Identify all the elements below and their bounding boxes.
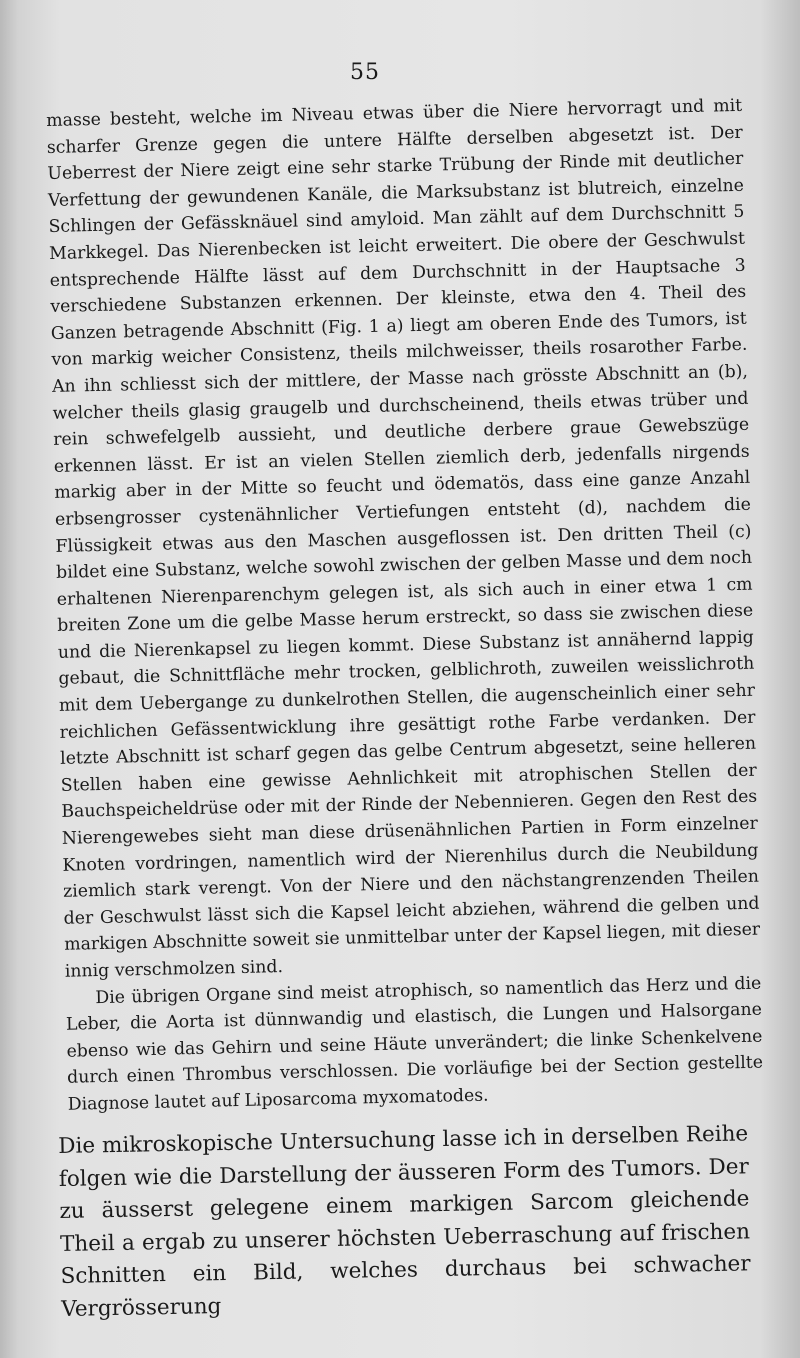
- paragraph-microscopic: Die mikroskopische Untersuchung lasse ich in derselben Reihe folgen wie die Darstellung der äusseren Form des Tumors. Der zu äusserst gelegene einem markigen Sarcom gleichende Theil a ergab zu unserer höchsten Ueberraschung auf frischen Schnitten ein Bild, welches durchaus bei schwacher Vergrösserung: [58, 1121, 751, 1322]
- microscopic-section: [58, 1118, 751, 1326]
- case-description: [46, 93, 764, 1119]
- paragraph-other-organs: Die übrigen Organe sind meist atrophisch, so namentlich das Herz und die Leber, die Aorta ist dünnwandig und elastisch, die Lungen und Halsorgane ebenso wie das Gehirn und seine Häute unverändert; die linke Schenkelvene durch einen Thrombus verschlossen. Die vorläufige bei der Section gestellte Diagnose lautet auf Liposarcoma myxomatodes.: [65, 973, 764, 1115]
- paragraph-autopsy-kidney: masse besteht, welche im Niveau etwas über die Niere hervorragt und mit scharfer Grenze gegen die untere Hälfte derselben abgesetzt ist. Der Ueberrest der Niere zeigt eine sehr starke Trübung der Rinde mit deutlicher Verfettung der gewundenen Kanäle, die Marksubstanz ist blutreich, einzelne Schlingen der Gefässknäuel sind amyloid. Man zählt auf dem Durchschnitt 5 Markkegel. Das Nierenbecken ist leicht erweitert. Die obere der Geschwulst entsprechende Hälfte lässt auf dem Durchschnitt in der Hauptsache 3 verschiedene Substanzen erkennen. Der kleinste, etwa den 4. Theil des Ganzen betragende Abschnitt (Fig. 1 a) liegt am oberen Ende des Tumors, ist von markig weicher Consistenz, theils milchweisser, theils rosarother Farbe. An ihn schliesst sich der mittlere, der Masse nach grösste Abschnitt an (b), welcher theils glasig graugelb und durchscheinend, theils etwas trüber und rein schwefelgelb aussieht, und deutliche derbere graue Gewebszüge erkennen lässt. Er ist an vielen Stellen ziemlich derb, jedenfalls nirgends markig aber in der Mitte so feucht und ödematös, dass eine ganze Anzahl erbsengrosser cystenähnlicher Vertiefungen entsteht (d), nachdem die Flüssigkeit etwas aus den Maschen ausgeflossen ist. Den dritten Theil (c) bildet eine Substanz, welche sowohl zwischen der gelben Masse und dem noch erhaltenen Nierenparenchym gelegen ist, als sich auch in einer etwa 1 cm breiten Zone um die gelbe Masse herum erstreckt, so dass sie zwischen diese und die Nierenkapsel zu liegen kommt. Diese Substanz ist annähernd lappig gebaut, die Schnittfläche mehr trocken, gelblichroth, zuweilen weisslichroth mit dem Uebergange zu dunkelrothen Stellen, die augenscheinlich einer sehr reichlichen Gefässentwicklung ihre gesättigt rothe Farbe verdanken. Der letzte Abschnitt ist scharf gegen das gelbe Centrum abgesetzt, seine helleren Stellen haben eine gewisse Aehnlichkeit mit atrophischen Stellen der Bauchspeicheldrüse oder mit der Rinde der Nebennieren. Gegen den Rest des Nierengewebes sieht man diese drüsenähnlichen Partien in Form einzelner Knoten vordringen, namentlich wird der Nierenhilus durch die Neubildung ziemlich stark verengt. Von der Niere und den nächstangrenzenden Theilen der Geschwulst lässt sich die Kapsel leicht abziehen, während die gelben und markigen Abschnitte soweit sie unmittelbar unter der Kapsel liegen, mit dieser innig verschmolzen sind.: [46, 95, 761, 982]
- page-number: 55: [350, 60, 380, 85]
